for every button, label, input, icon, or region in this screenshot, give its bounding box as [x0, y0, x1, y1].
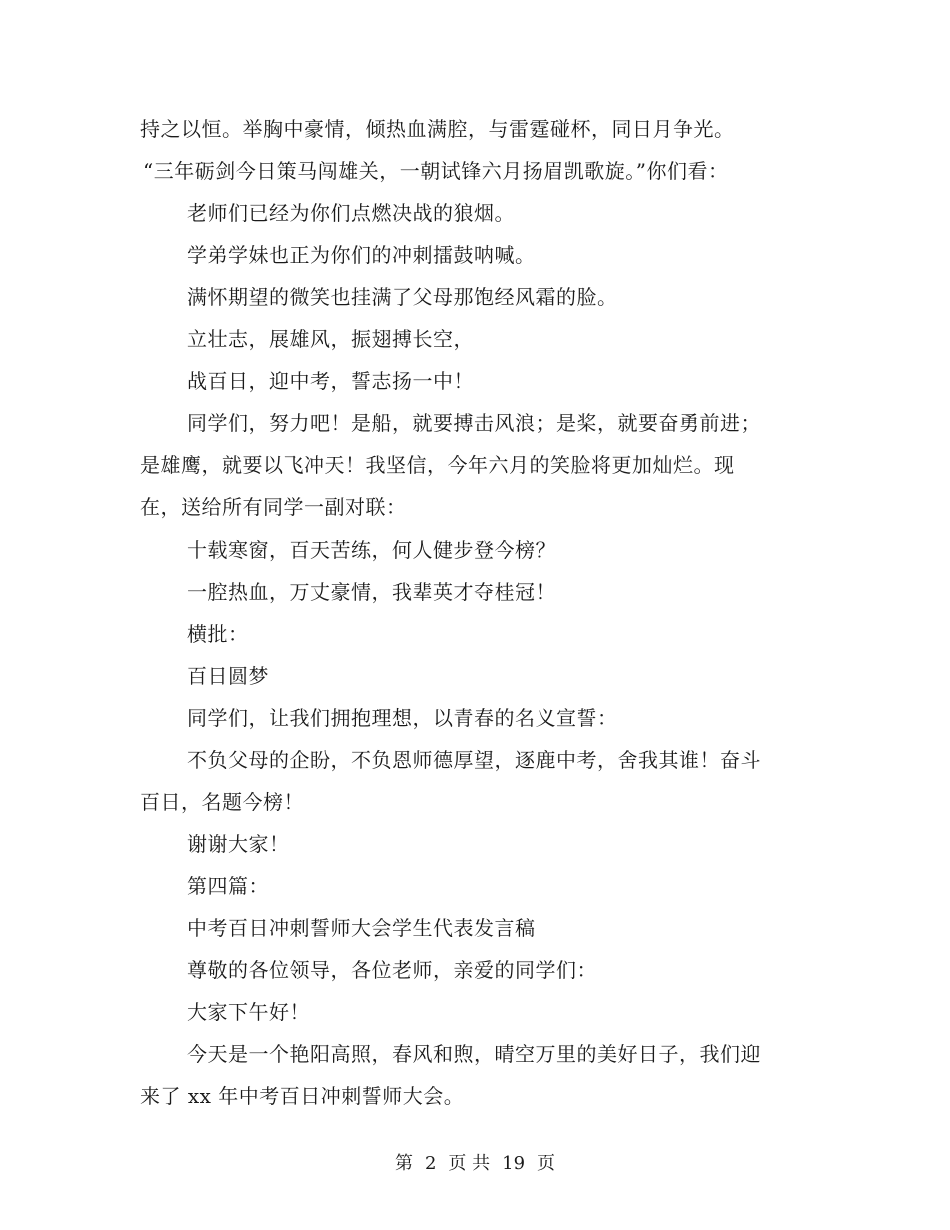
text-line: 谢谢大家！: [187, 832, 290, 856]
text-line: 来了 xx 年中考百日冲刺誓师大会。: [140, 1084, 465, 1108]
text-line: 横批：: [187, 622, 249, 646]
text-line: 同学们，努力吧！是船，就要搏击风浪；是桨，就要奋勇前进；: [187, 411, 761, 435]
text-line: 战百日，迎中考，誓志扬一中！: [187, 369, 474, 393]
page-footer: [0, 1151, 950, 1177]
text-line: 今天是一个艳阳高照，春风和煦，晴空万里的美好日子，我们迎: [187, 1042, 761, 1066]
footer-middle: 页 共: [448, 1153, 491, 1174]
text-line: 满怀期望的微笑也挂满了父母那饱经风霜的脸。: [187, 285, 618, 309]
text-line: 老师们已经为你们点燃决战的狼烟。: [187, 201, 515, 225]
text-line: 一腔热血，万丈豪情，我辈英才夺桂冠！: [187, 580, 556, 604]
text-line: 大家下午好！: [187, 1000, 310, 1024]
page-number: 2: [424, 1153, 437, 1174]
text-line: 十载寒窗，百天苦练，何人健步登今榜？: [187, 538, 556, 562]
text-line: 同学们，让我们拥抱理想，以青春的名义宣誓：: [187, 706, 618, 730]
section-heading: 第四篇：: [187, 874, 269, 898]
text-line: 立壮志，展雄风，振翅搏长空，: [187, 327, 474, 351]
text-line: 是雄鹰，就要以飞冲天！我坚信，今年六月的笑脸将更加灿烂。现: [140, 453, 735, 477]
footer-suffix: 页: [537, 1153, 556, 1174]
text-line: “三年砺剑今日策马闯雄关，一朝试锋六月扬眉凯歌旋。”你们看：: [143, 159, 729, 183]
text-line: 百日圆梦: [187, 664, 269, 688]
text-line: 持之以恒。举胸中豪情，倾热血满腔，与雷霆碰杯，同日月争光。: [140, 117, 735, 141]
text-line: 尊敬的各位领导，各位老师，亲爱的同学们：: [187, 958, 597, 982]
section-title: 中考百日冲刺誓师大会学生代表发言稿: [187, 916, 536, 940]
text-line: 在，送给所有同学一副对联：: [140, 495, 407, 519]
footer-prefix: 第: [394, 1153, 413, 1174]
text-line: 学弟学妹也正为你们的冲刺擂鼓呐喊。: [187, 243, 536, 267]
total-pages: 19: [502, 1153, 526, 1174]
text-line: 百日，名题今榜！: [140, 790, 304, 814]
text-line: 不负父母的企盼，不负恩师德厚望，逐鹿中考，舍我其谁！奋斗: [187, 748, 761, 772]
